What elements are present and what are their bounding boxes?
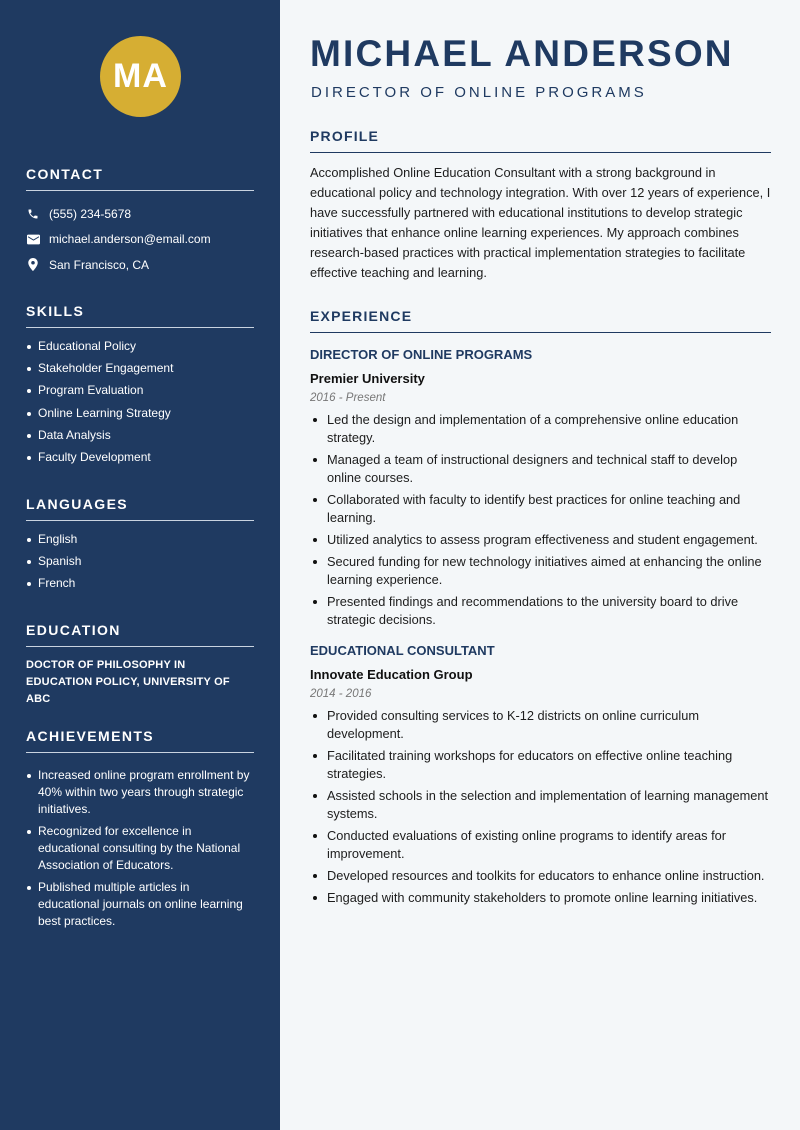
main-content [280, 0, 800, 1130]
job-entry [310, 643, 771, 907]
skill-item: Data Analysis [26, 427, 254, 444]
education-section [26, 622, 254, 708]
experience-section [310, 308, 771, 911]
contact-email [26, 227, 254, 253]
skills-heading: SKILLS [26, 303, 254, 328]
job-bullet: Facilitated training workshops for educators on effective online teaching strategies. [310, 747, 771, 783]
skills-section [26, 303, 254, 471]
job-bullet: Conducted evaluations of existing online programs to identify areas for improvement. [310, 827, 771, 863]
profile-section [310, 128, 771, 283]
achievements-list [26, 767, 254, 930]
achievement-item: Recognized for excellence in educational consulting by the National Association of Educators. [26, 823, 254, 874]
avatar [100, 36, 181, 117]
education-degree: DOCTOR OF PHILOSOPHY IN EDUCATION POLICY, UNIVERSITY OF ABC [26, 659, 230, 705]
skill-item: Educational Policy [26, 338, 254, 355]
contact-phone [26, 201, 254, 227]
job-bullets [310, 411, 771, 629]
job-bullet: Secured funding for new technology initiatives aimed at enhancing the online learning experience. [310, 553, 771, 589]
job-title: DIRECTOR OF ONLINE PROGRAMS [310, 347, 533, 362]
sidebar [0, 0, 280, 1130]
achievements-section [26, 728, 254, 935]
contact-phone-text: (555) 234-5678 [49, 206, 132, 221]
contact-location [26, 252, 254, 278]
skill-item: Program Evaluation [26, 382, 254, 399]
experience-heading: EXPERIENCE [310, 308, 771, 333]
phone-icon [26, 207, 40, 221]
email-icon [26, 232, 40, 246]
contact-heading: CONTACT [26, 166, 254, 191]
skill-item: Stakeholder Engagement [26, 360, 254, 377]
contact-section [26, 166, 254, 278]
skills-list [26, 338, 254, 466]
job-bullet: Assisted schools in the selection and implementation of learning management systems. [310, 787, 771, 823]
profile-heading: PROFILE [310, 128, 771, 153]
job-company: Innovate Education Group [310, 667, 473, 682]
achievements-heading: ACHIEVEMENTS [26, 728, 254, 753]
languages-heading: LANGUAGES [26, 496, 254, 521]
contact-email-text: michael.anderson@email.com [49, 232, 211, 247]
language-item: Spanish [26, 553, 254, 570]
achievement-item: Published multiple articles in educational journals on online learning best practices. [26, 879, 254, 930]
job-bullet: Managed a team of instructional designers and technical staff to develop online courses. [310, 451, 771, 487]
contact-location-text: San Francisco, CA [49, 257, 150, 272]
job-bullet: Presented findings and recommendations to the university board to drive strategic decisions. [310, 593, 771, 629]
candidate-title: DIRECTOR OF ONLINE PROGRAMS [311, 84, 647, 101]
job-title: EDUCATIONAL CONSULTANT [310, 643, 495, 658]
skill-item: Online Learning Strategy [26, 405, 254, 422]
job-bullet: Utilized analytics to assess program effectiveness and student engagement. [310, 531, 771, 549]
language-item: French [26, 575, 254, 592]
language-item: English [26, 531, 254, 548]
location-pin-icon [26, 258, 40, 272]
languages-section [26, 496, 254, 598]
achievement-item: Increased online program enrollment by 40% within two years through strategic initiatives. [26, 767, 254, 818]
job-bullet: Collaborated with faculty to identify best practices for online teaching and learning. [310, 491, 771, 527]
job-dates: 2016 - Present [310, 392, 386, 404]
job-bullet: Led the design and implementation of a comprehensive online education strategy. [310, 411, 771, 447]
candidate-name: MICHAEL ANDERSON [310, 33, 734, 74]
job-bullets [310, 707, 771, 907]
job-bullet: Provided consulting services to K-12 districts on online curriculum development. [310, 707, 771, 743]
job-dates: 2014 - 2016 [310, 688, 372, 700]
job-entry [310, 347, 771, 629]
job-bullet: Developed resources and toolkits for educators to enhance online instruction. [310, 867, 771, 885]
languages-list [26, 531, 254, 592]
skill-item: Faculty Development [26, 449, 254, 466]
job-bullet: Engaged with community stakeholders to promote online learning initiatives. [310, 889, 771, 907]
profile-summary: Accomplished Online Education Consultant with a strong background in educational policy and technology integration. With over 12 years of experience, I have successfully partnered with educational institutions to develop strategic initiatives that enhance online learning experiences. My approach combines research-based practices with practical implementation strategies to facilitate effective teaching and learning. [310, 165, 771, 280]
job-company: Premier University [310, 371, 425, 386]
education-heading: EDUCATION [26, 622, 254, 647]
avatar-initials: MA [113, 57, 168, 95]
